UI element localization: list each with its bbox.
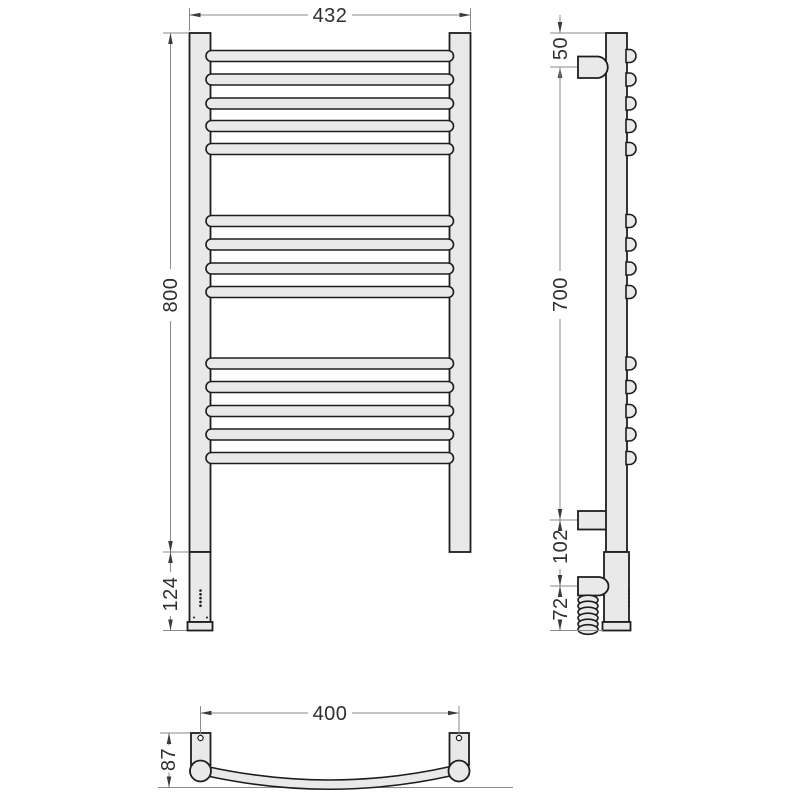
- dim-front-bottom-section: [160, 552, 186, 631]
- towel-bar: [206, 121, 454, 132]
- towel-bar-end: [626, 262, 636, 275]
- arrowhead: [168, 620, 173, 631]
- dim-front-height: [160, 33, 188, 552]
- towel-bar-end: [626, 120, 636, 133]
- dimension-label: 50: [549, 36, 572, 61]
- led-indicator: [199, 601, 202, 604]
- towel-bar: [206, 406, 454, 417]
- towel-bar: [206, 382, 454, 393]
- towel-bar-end: [626, 73, 636, 86]
- bottom-view: [158, 733, 513, 789]
- towel-bar: [206, 74, 454, 85]
- arrowhead: [168, 33, 173, 44]
- housing-screw: [193, 617, 195, 619]
- side-cable-entry: [578, 577, 609, 596]
- dimension-label: 700: [549, 277, 572, 312]
- towel-bar-end: [626, 238, 636, 251]
- towel-bar: [206, 144, 454, 155]
- bottom-bar-arc: [205, 767, 453, 790]
- towel-bar: [206, 429, 454, 440]
- bracket-screw-hole: [456, 735, 461, 740]
- towel-bar: [206, 263, 454, 274]
- side-led-mark: [628, 593, 630, 595]
- towel-bar-end: [626, 97, 636, 110]
- led-indicator: [199, 604, 202, 607]
- arrowhead: [167, 733, 172, 744]
- bottom-right-post-section: [449, 761, 470, 782]
- towel-bar: [206, 216, 454, 227]
- side-housing-end-cap: [603, 622, 631, 631]
- dim-side-lower-offset: [550, 520, 577, 586]
- arrowhead: [167, 777, 172, 788]
- arrowhead: [168, 541, 173, 552]
- arrowhead: [460, 13, 471, 18]
- power-cable-coil: [578, 595, 598, 634]
- led-indicator: [199, 597, 202, 600]
- arrowhead: [190, 13, 201, 18]
- arrowhead: [201, 711, 212, 716]
- housing-screw: [206, 617, 208, 619]
- side-post: [606, 33, 627, 552]
- towel-bar-end: [626, 50, 636, 63]
- towel-bar: [206, 98, 454, 109]
- arrowhead: [558, 575, 563, 586]
- bracket-screw-hole: [198, 735, 203, 740]
- dim-bottom-bracket-span: [201, 703, 460, 735]
- dimension-label: 400: [312, 702, 348, 725]
- side-view: [578, 33, 636, 634]
- towel-bar-end: [626, 405, 636, 418]
- towel-bar-end: [626, 381, 636, 394]
- dimension-label: 124: [160, 576, 183, 612]
- towel-bar: [206, 358, 454, 369]
- towel-bar: [206, 453, 454, 464]
- front-view: [188, 33, 471, 631]
- led-indicator: [199, 589, 202, 592]
- towel-bar-end: [626, 143, 636, 156]
- dim-bottom-depth: [158, 733, 190, 788]
- towel-bar-end: [626, 452, 636, 465]
- towel-bar-end: [626, 357, 636, 370]
- arrowhead: [168, 552, 173, 563]
- cable-coil-loop: [578, 625, 598, 635]
- side-led-mark: [628, 597, 630, 599]
- towel-bar: [206, 287, 454, 298]
- dimension-label: 102: [549, 529, 572, 564]
- dimension-label: 87: [158, 747, 181, 772]
- side-led-mark: [628, 590, 630, 592]
- towel-bar: [206, 239, 454, 250]
- towel-bars: [206, 51, 454, 464]
- arrowhead: [558, 586, 563, 597]
- dim-side-bracket-span: [550, 67, 577, 520]
- led-indicator: [199, 593, 202, 596]
- front-housing-end-cap: [188, 622, 213, 631]
- side-upper-wall-bracket: [578, 57, 608, 79]
- bottom-left-post-section: [190, 761, 211, 782]
- dim-front-width: [190, 5, 471, 31]
- dimension-label: 72: [549, 597, 572, 621]
- front-control-housing: [190, 552, 211, 622]
- towel-bar: [206, 51, 454, 62]
- dimension-label: 432: [312, 4, 348, 27]
- towel-bar-end: [626, 215, 636, 228]
- arrowhead: [558, 509, 563, 520]
- side-lower-wall-bracket: [578, 511, 608, 530]
- side-led-mark: [628, 605, 630, 607]
- side-led-mark: [628, 601, 630, 603]
- towel-bar-end: [626, 286, 636, 299]
- arrowhead: [558, 22, 563, 33]
- towel-bar-end: [626, 428, 636, 441]
- arrowhead: [448, 711, 459, 716]
- dimension-label: 800: [160, 277, 183, 313]
